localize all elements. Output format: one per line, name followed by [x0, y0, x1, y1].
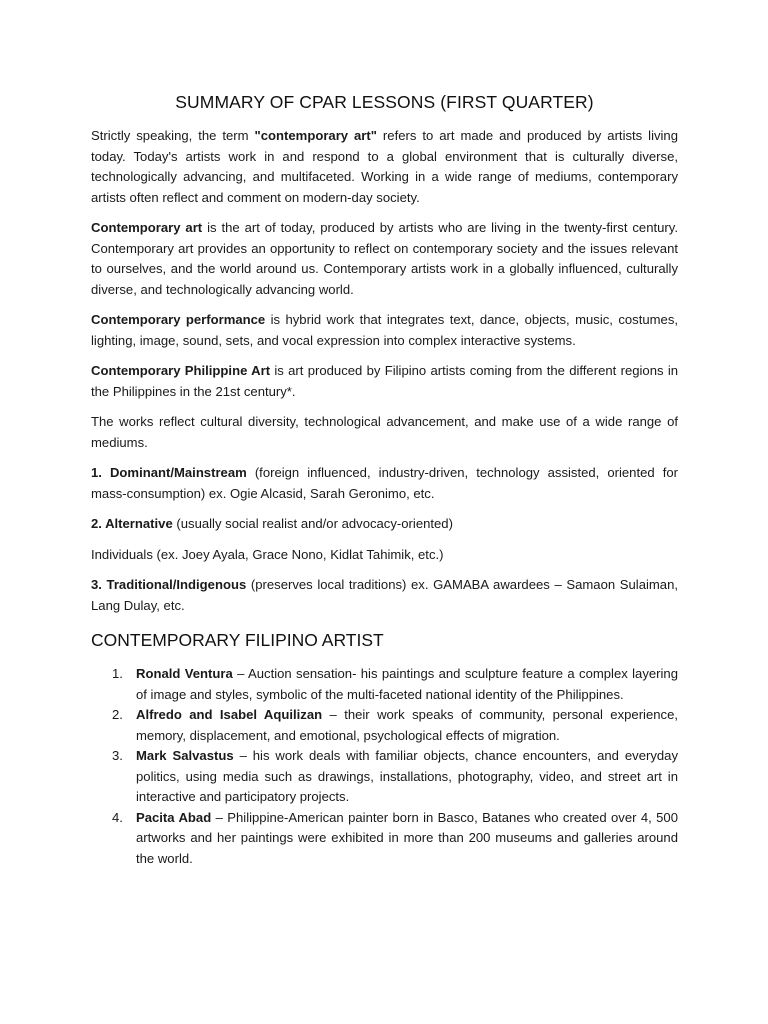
page-title: SUMMARY OF CPAR LESSONS (FIRST QUARTER) [175, 92, 594, 112]
paragraph-contemporary-art-term [91, 126, 678, 208]
document-page [91, 92, 678, 869]
bold-term: 2. Alternative [91, 516, 173, 531]
paragraph-contemporary-philippine-art [91, 361, 678, 402]
artist-description: – Philippine-American painter born in Basco, Batanes who created over 4, 500 artworks and her paintings were exhibited in more than 200 museums and galleries around the world. [136, 809, 678, 866]
artist-description: – Auction sensation- his paintings and sculpture feature a complex layering of image and styles, symbolic of the multi-faceted national identity of the Philippines. [136, 666, 678, 702]
paragraph-text: (foreign influenced, industry-driven, technology assisted, oriented for mass-consumption) ex. Ogie Alcasid, Sarah Geronimo, etc. [91, 465, 678, 501]
list-number: 1. [112, 666, 123, 681]
artist-description: – his work deals with familiar objects, chance encounters, and everyday politics, using media such as drawings, installations, photography, video, and street art in interactive and participatory projects. [136, 748, 678, 804]
paragraph-contemporary-performance [91, 310, 678, 351]
paragraph-text: is art produced by Filipino artists coming from the different regions in the Philippines in the 21st century*. [91, 363, 679, 399]
paragraph-works-reflect [91, 412, 678, 453]
section-heading-artists: CONTEMPORARY FILIPINO ARTIST [91, 630, 384, 650]
paragraph-alternative [91, 514, 678, 535]
bold-term: Contemporary performance [91, 312, 266, 327]
list-number: 2. [112, 707, 123, 722]
paragraph-text: is hybrid work that integrates text, dance, objects, music, costumes, lighting, image, sound, sets, and vocal expression into complex interactive systems. [91, 312, 678, 348]
bold-term: "contemporary art" [254, 128, 377, 143]
paragraph-text: (usually social realist and/or advocacy-oriented) [172, 516, 453, 531]
list-item [91, 808, 678, 870]
paragraph-contemporary-art-definition [91, 218, 678, 300]
artist-description: – their work speaks of community, personal experience, memory, displacement, and emotional, psychological effects of migration. [136, 707, 678, 743]
paragraph-individuals [91, 545, 678, 566]
bold-term: Contemporary Philippine Art [91, 363, 271, 378]
bold-term: Contemporary art [91, 220, 203, 235]
artist-name: Alfredo and Isabel Aquilizan [136, 707, 323, 722]
list-number: 4. [112, 809, 123, 825]
bold-term: 3. Traditional/Indigenous [91, 577, 247, 592]
paragraph-text: Strictly speaking, the term [91, 128, 255, 143]
list-item [91, 705, 678, 746]
artist-name: Pacita Abad [136, 809, 212, 825]
paragraph-dominant-mainstream [91, 463, 678, 504]
paragraph-text: is the art of today, produced by artists who are living in the twenty-first century. Contemporary art provides an opportunity to reflect on contemporary society and the issues relevant to ourselves, and the world around us. Contemporary artists work in a globally influenced, culturally diverse, and technologically advancing world. [91, 220, 678, 297]
list-number: 3. [112, 748, 123, 763]
paragraph-text: Individuals (ex. Joey Ayala, Grace Nono, Kidlat Tahimik, etc.) [91, 546, 444, 562]
paragraph-traditional-indigenous [91, 575, 678, 616]
artist-list [91, 664, 678, 869]
paragraph-text: (preserves local traditions) ex. GAMABA awardees – Samaon Sulaiman, Lang Dulay, etc. [91, 577, 678, 613]
list-item [91, 746, 678, 808]
list-item [91, 664, 678, 705]
paragraph-text: refers to art made and produced by artists living today. Today's artists work in and respond to a global environment that is culturally diverse, technologically advancing, and multifaceted. Working in a wide range of mediums, contemporary artists often reflect and comment on modern-day society. [91, 128, 678, 205]
bold-term: 1. Dominant/Mainstream [91, 465, 247, 480]
artist-name: Ronald Ventura [136, 666, 233, 681]
artist-name: Mark Salvastus [136, 748, 234, 763]
paragraph-text: The works reflect cultural diversity, technological advancement, and make use of a wide range of mediums. [91, 414, 678, 450]
